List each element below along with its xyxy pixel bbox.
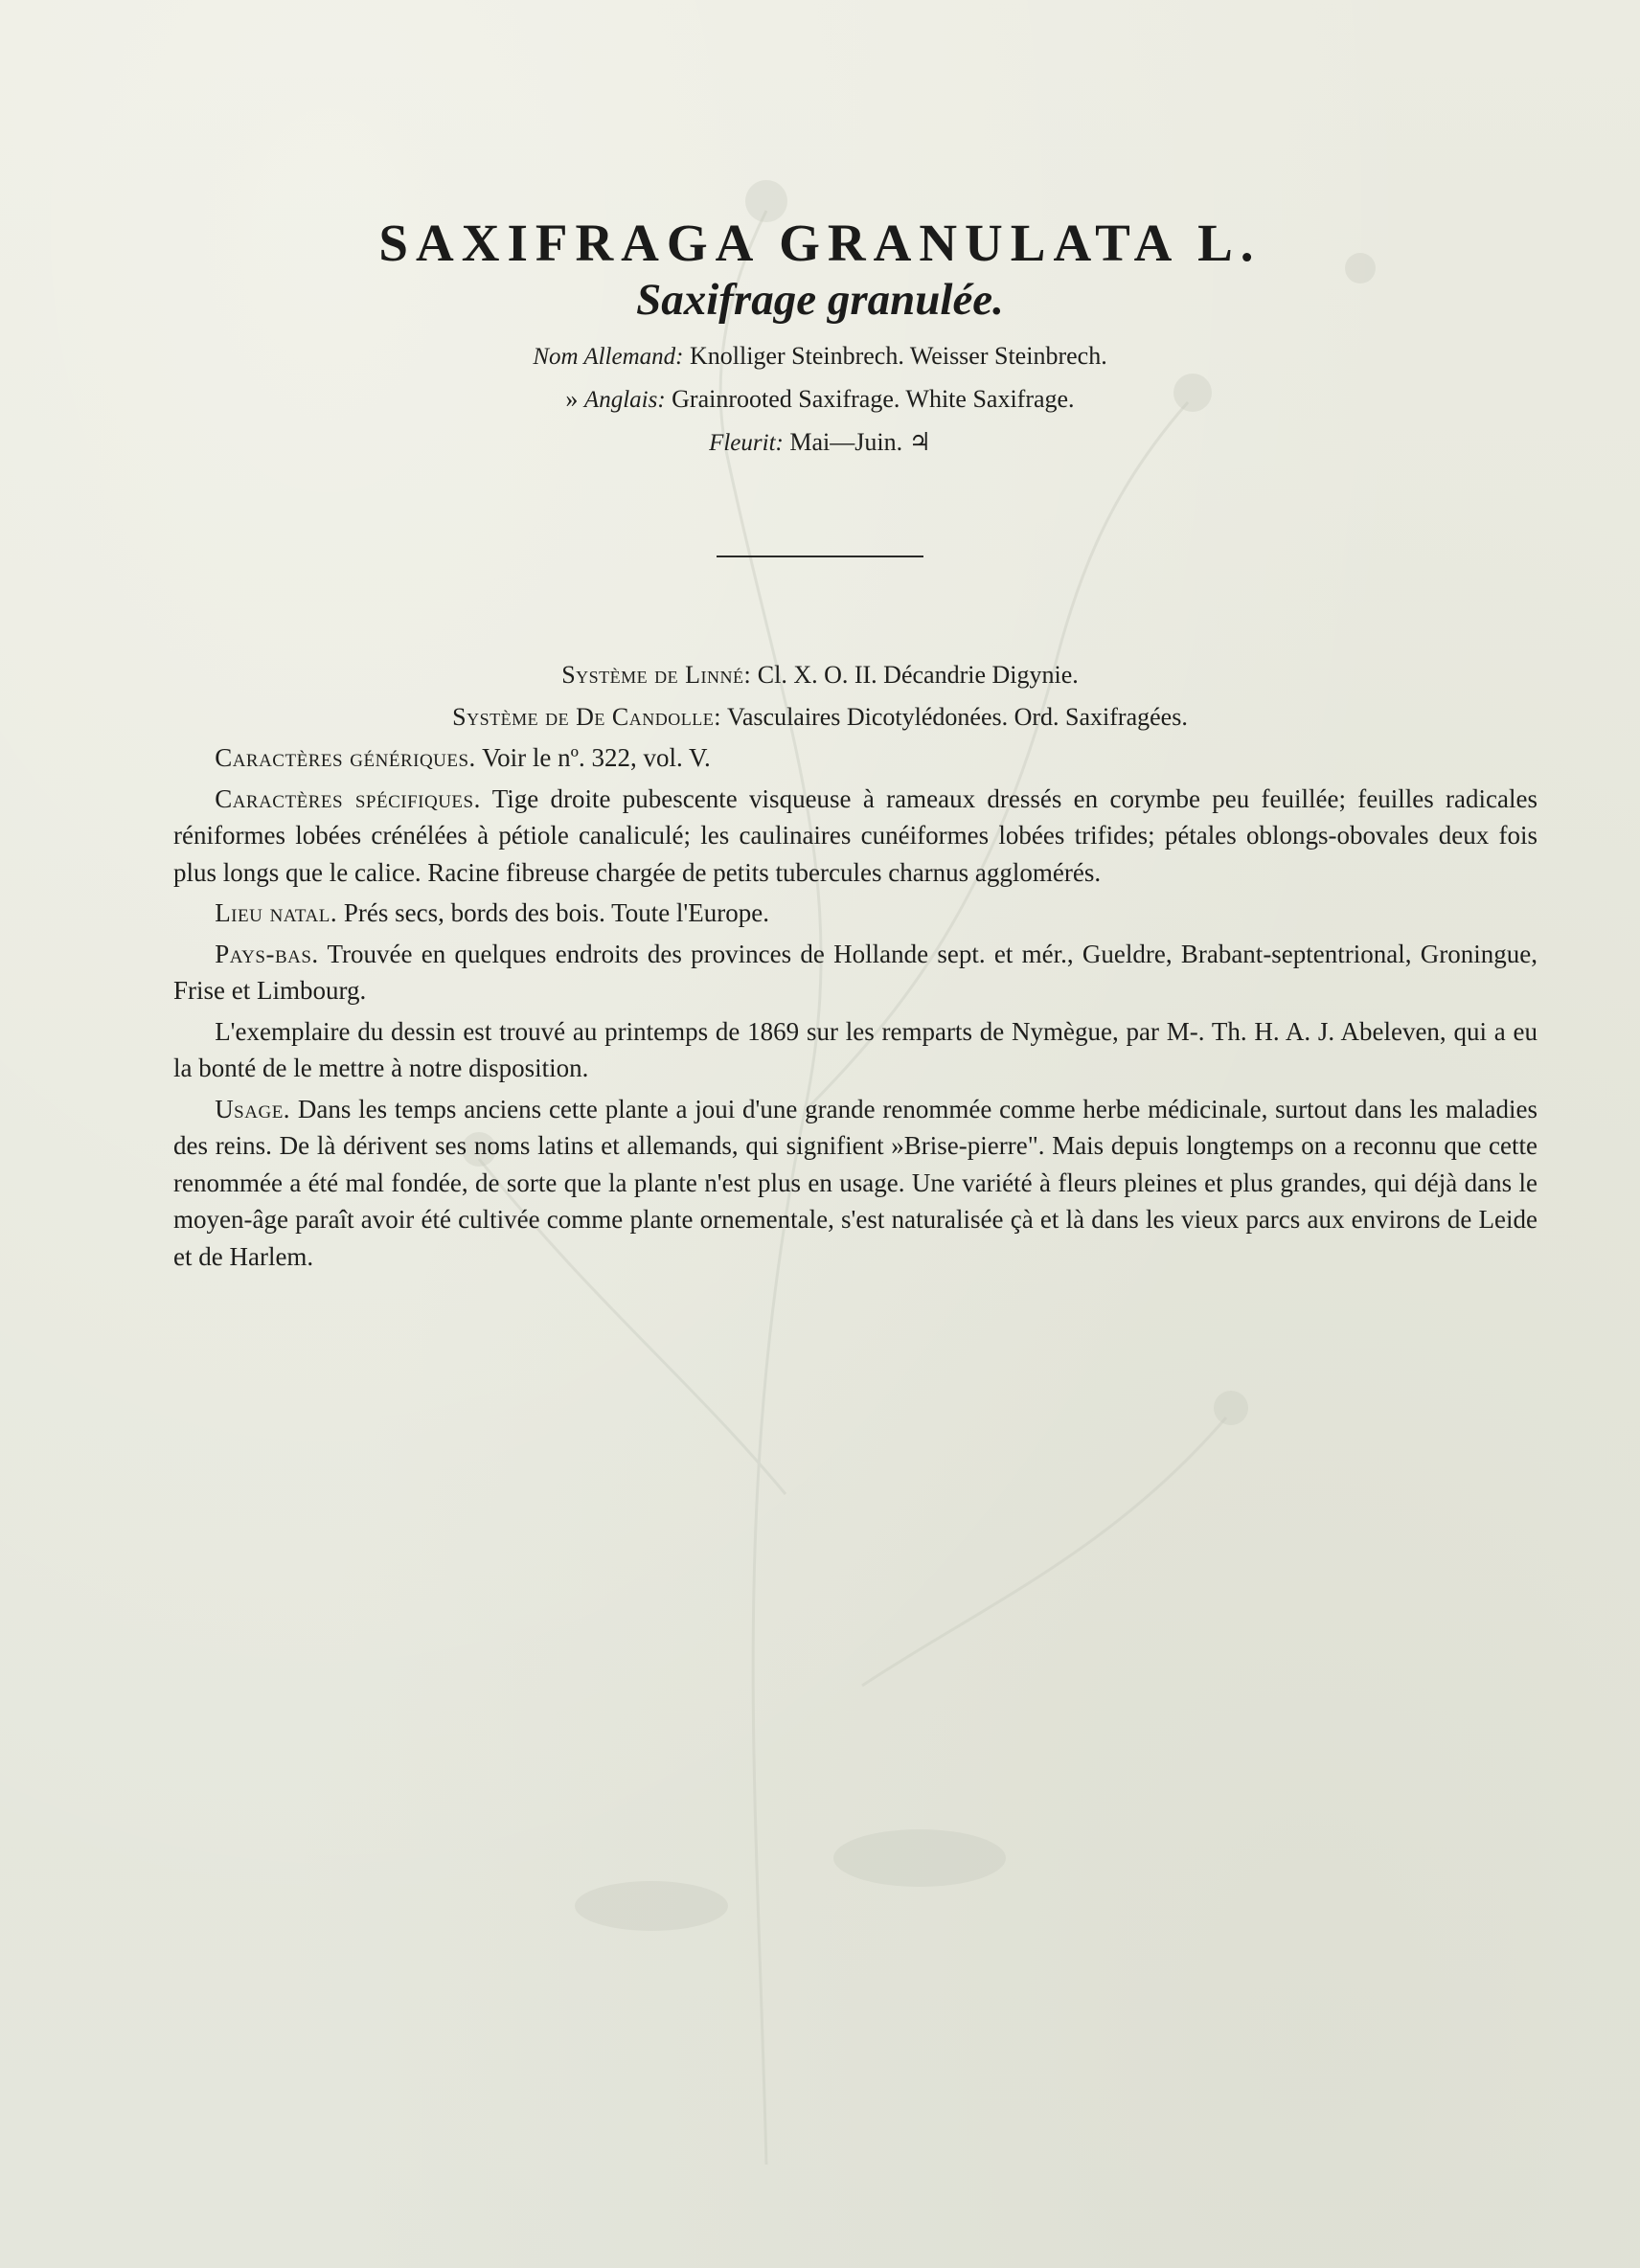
generic-characters-label: Caractères génériques. <box>215 743 476 772</box>
usage-paragraph <box>173 1091 1538 1276</box>
usage-label: Usage. <box>215 1094 291 1123</box>
page-title: SAXIFRAGA GRANULATA L. <box>378 214 1262 272</box>
german-name-label: Nom Allemand: <box>533 344 684 370</box>
habitat-text: Prés secs, bords des bois. Toute l'Europe. <box>343 898 770 927</box>
section-divider <box>717 556 923 557</box>
common-names <box>0 335 1640 465</box>
candolle-system-label: Système de De Candolle: <box>452 703 721 731</box>
linne-system-value: Cl. X. O. II. Décandrie Digynie. <box>757 661 1079 689</box>
description-body <box>173 739 1538 1279</box>
english-name-line <box>0 378 1640 421</box>
english-name-value: Grainrooted Saxifrage. White Saxifrage. <box>672 385 1075 413</box>
flowering-value: Mai—Juin. ♃ <box>789 428 931 456</box>
netherlands-label: Pays-bas. <box>215 939 319 968</box>
netherlands-paragraph <box>173 936 1538 1009</box>
candolle-system-value: Vasculaires Dicotylédonées. Ord. Saxifragées. <box>726 703 1188 731</box>
german-name-value: Knolliger Steinbrech. Weisser Steinbrech. <box>689 342 1107 370</box>
classification-systems <box>0 654 1640 738</box>
flowering-line <box>0 421 1640 465</box>
specimen-paragraph <box>173 1013 1538 1087</box>
generic-characters-paragraph <box>173 739 1538 777</box>
specimen-text: L'exemplaire du dessin est trouvé au printemps de 1869 sur les remparts de Nymègue, par M-. Th. H. A. J. Abeleven, qui a eu la bonté de le mettre à notre disposition. <box>173 1016 1538 1082</box>
specific-characters-paragraph <box>173 781 1538 892</box>
flowering-label: Fleurit: <box>709 430 784 456</box>
specific-characters-label: Caractères spécifiques. <box>215 783 481 813</box>
english-name-label: Anglais: <box>583 387 666 413</box>
page-subtitle: Saxifrage granulée. <box>636 275 1004 325</box>
generic-characters-text: Voir le nº. 322, vol. V. <box>482 743 711 772</box>
specific-characters-text: Tige droite pubescente visqueuse à rameaux dressés en corymbe peu feuillée; feuilles radicales réniformes lobées crénélées à pétiole canaliculé; les caulinaires cunéiformes lobées trifides; pétales oblongs-obovales deux fois plus longs que le calice. Racine fibreuse chargée de petits tubercules charnus agglomérés. <box>173 783 1538 887</box>
german-name-line <box>0 335 1640 378</box>
netherlands-text: Trouvée en quelques endroits des provinces de Hollande sept. et mér., Gueldre, Brabant-septentrional, Groningue, Frise et Limbourg. <box>173 939 1538 1005</box>
candolle-system-line <box>0 696 1640 738</box>
habitat-label: Lieu natal. <box>215 898 338 927</box>
habitat-paragraph <box>173 895 1538 932</box>
english-name-prefix: » <box>565 385 579 413</box>
linne-system-line <box>0 654 1640 696</box>
usage-text: Dans les temps anciens cette plante a joui d'une grande renommée comme herbe médicinale, surtout dans les maladies des reins. De là dérivent ses noms latins et allemands, qui signifient »Brise-pierre". Mais depuis longtemps on a reconnu que cette renommée a été mal fondée, de sorte que la plante n'est plus en usage. Une variété à fleurs pleines et plus grandes, qui déjà dans le moyen-âge paraît avoir été cultivée comme plante ornementale, s'est naturalisée çà et là dans les vieux parcs aux environs de Leide et de Harlem. <box>173 1094 1538 1271</box>
linne-system-label: Système de Linné: <box>561 661 752 689</box>
